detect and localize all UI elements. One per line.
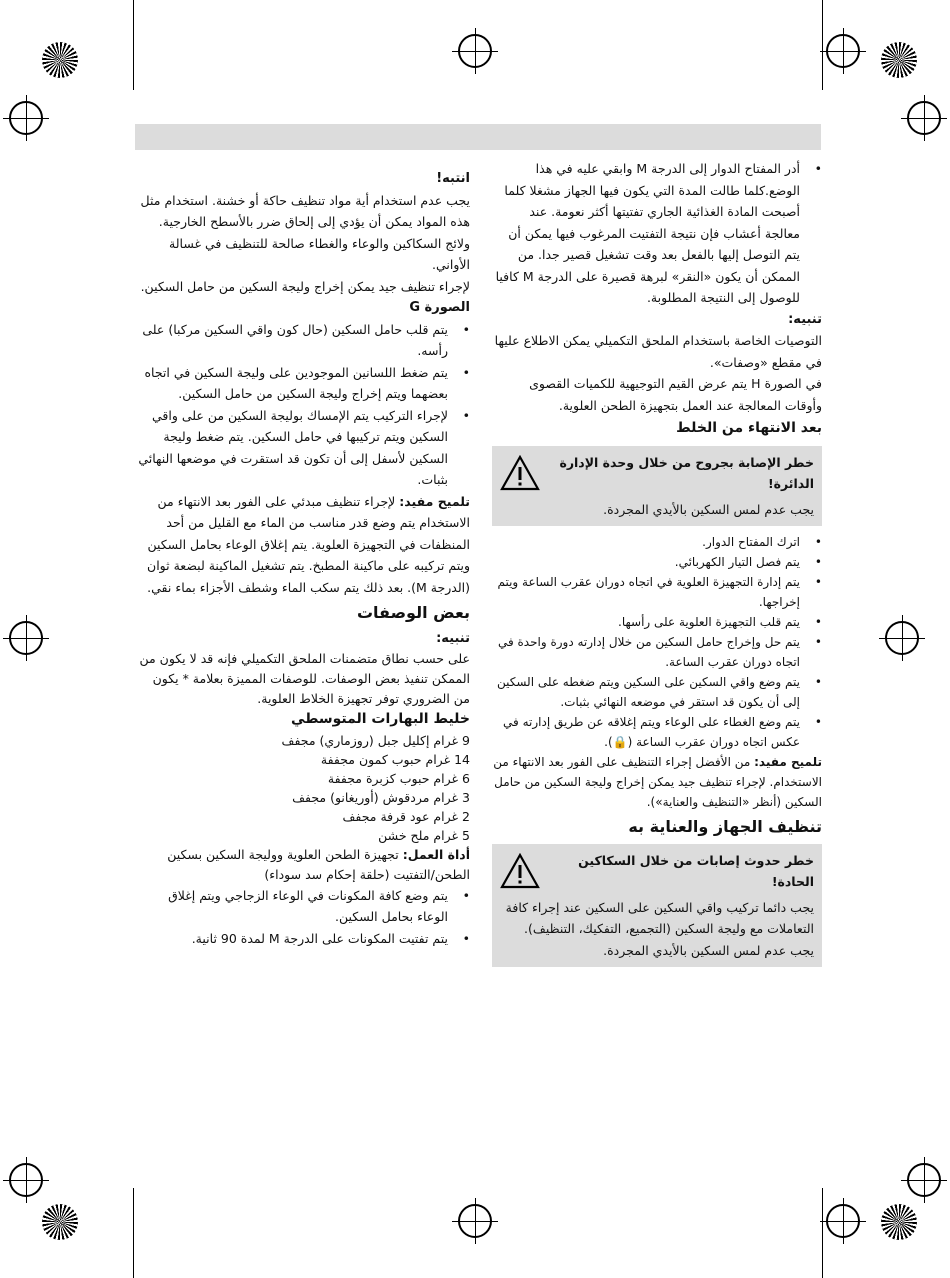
registration-mark-mid-left — [9, 621, 43, 655]
ingredient-item: 14 غرام حبوب كمون مجففة — [320, 751, 470, 767]
tip-text: من الأفضل إجراء التنظيف على الفور بعد الانتهاء من الاستخدام. لإجراء تنظيف جيد يمكن إخراج وليجة السكين من حامل السكين (أنظر «التنظيف والعناية»). — [493, 755, 822, 809]
step-item: • يتم إدارة التجهيزة العلوية في اتجاه دوران عقرب الساعة ويتم إخراجها. — [492, 572, 800, 612]
registration-burst-bottom-right — [881, 1204, 917, 1240]
attention-text-3: لإجراء تنظيف جيد يمكن إخراج وليجة السكين من حامل السكين. — [140, 278, 470, 294]
attention-text-2: ولائج السكاكين والوعاء والغطاء صالحة للتنظيف في غسالة الأواني. — [169, 235, 470, 272]
attention-text-1: يجب عدم استخدام أية مواد تنظيف حاكة أو خشنة. استخدام مثل هذه المواد يمكن أن يؤدي إلى إلحاق ضرر بالأسطح الخارجية. — [140, 192, 470, 229]
warning-text: يجب عدم لمس السكين بالأيدي المجردة. — [603, 501, 814, 517]
registration-mark-top-right-b — [907, 101, 941, 135]
warning-text-2: يجب عدم لمس السكين بالأيدي المجردة. — [603, 942, 814, 958]
crop-line-top-left — [133, 0, 134, 90]
final-steps — [135, 885, 470, 950]
registration-mark-top-center — [458, 34, 492, 68]
cleaning-heading: تنظيف الجهاز والعناية به — [628, 817, 822, 836]
figure-label: الصورة G — [409, 300, 470, 315]
registration-mark-bottom-center — [458, 1204, 492, 1238]
after-mix-heading: بعد الانتهاء من الخلط — [676, 420, 822, 436]
registration-mark-bottom-left — [9, 1163, 43, 1197]
step-item: • اترك المفتاح الدوار. — [492, 532, 800, 552]
note-text-1: التوصيات الخاصة باستخدام الملحق التكميلي يمكن الاطلاع عليها في مقطع «وصفات». — [494, 333, 822, 370]
warning-title: خطر الإصابة بجروح من خلال وحدة الإدارة الدائرة! — [559, 454, 814, 491]
final-step-item: • يتم وضع كافة المكونات في الوعاء الزجاجي ويتم إغلاق الوعاء بحامل السكين. — [135, 885, 448, 928]
tip-label: تلميح مفيد: — [399, 493, 470, 509]
registration-mark-top-left — [9, 101, 43, 135]
spice-mix-heading: خليط البهارات المتوسطي — [291, 711, 470, 727]
note-label: تنبيه: — [788, 311, 822, 327]
figure-steps — [135, 319, 470, 491]
left-column — [135, 168, 470, 949]
warning-triangle-icon — [500, 853, 540, 889]
ingredients-list — [135, 731, 470, 845]
step-item: • يتم حل وإخراج حامل السكين من خلال إدارته دورة واحدة في اتجاه دوران عقرب الساعة. — [492, 632, 800, 672]
crop-line-bottom-right — [822, 1188, 823, 1278]
warning-box-sharp-blades — [492, 844, 822, 968]
attention-label: انتبه! — [436, 171, 470, 186]
registration-mark-mid-right — [885, 621, 919, 655]
warning-box-rotating-drive — [492, 446, 822, 527]
figure-step-item: • لإجراء التركيب يتم الإمساك بوليجة السكين من على واقي السكين ويتم تركيبها في حامل السكين. يتم ضغط وليجة السكين لأسفل إلى أن تكون قد استقرت في موضعها النهائي بثبات. — [135, 405, 448, 491]
registration-burst-top-right — [881, 42, 917, 78]
registration-burst-bottom-left — [42, 1204, 78, 1240]
intro-list — [492, 158, 822, 309]
step-item: • يتم وضع واقي السكين على السكين ويتم ضغطه على السكين إلى أن يكون قد استقر في موضعه النهائي بثبات. — [492, 672, 800, 712]
step-item: • يتم فصل التيار الكهربائي. — [492, 552, 800, 572]
ingredient-item: 6 غرام حبوب كزبرة مجففة — [327, 770, 470, 786]
right-column — [492, 158, 822, 973]
tip-label: تلميح مفيد: — [754, 755, 822, 769]
tip-paragraph — [492, 752, 822, 812]
figure-step-item: • يتم ضغط اللسانين الموجودين على وليجة السكين في اتجاه بعضهما ويتم إخراج وليجة السكين من حامل السكين. — [135, 362, 448, 405]
tip-paragraph — [135, 491, 470, 599]
recipes-note-text: على حسب نطاق متضمنات الملحق التكميلي فإنه قد لا يكون من الممكن تنفيذ بعض الوصفات. للوصفات المميزة بعلامة * يكون من الضروري توفر تجهيزة الخلاط العلوية. — [139, 651, 470, 706]
crop-line-top-right — [822, 0, 823, 90]
registration-mark-bottom-right-a — [826, 1204, 860, 1238]
warning-text-1: يجب دائما تركيب واقي السكين على السكين عند إجراء كافة التعاملات مع وليجة السكين (التجميع، التفكيك، التنظيف). — [505, 899, 814, 936]
tool-paragraph — [135, 845, 470, 885]
intro-bullet: • أدر المفتاح الدوار إلى الدرجة M وابقي عليه في هذا الوضع.كلما طالت المدة التي يكون فيها الجهاز مشغلا كلما أصبحت المادة الغذائية الجاري تفتيتها أكثر نعومة. عند معالجة أعشاب فإن نتيجة التفتيت المرغوب فيها يمكن أن يتم التوصل إليها بالفعل بعد وقت تشغيل قصير جدا. من الممكن أن يكون «النقر» لبرهة قصيرة على الدرجة M كافيا للوصول إلى النتيجة المطلوبة. — [492, 158, 800, 309]
warning-title: خطر حدوث إصابات من خلال السكاكين الحادة! — [578, 852, 814, 889]
recipes-note-label: تنبيه: — [436, 630, 470, 646]
page-header-bar — [135, 124, 821, 150]
recipes-heading: بعض الوصفات — [356, 603, 470, 622]
crop-line-bottom-left — [133, 1188, 134, 1278]
step-item: • يتم وضع الغطاء على الوعاء ويتم إغلاقه عن طريق إدارته في عكس اتجاه دوران عقرب الساعة (🔒). — [492, 712, 800, 752]
registration-burst-top-left — [42, 42, 78, 78]
figure-step-item: • يتم قلب حامل السكين (حال كون واقي السكين مركبا) على رأسه. — [135, 319, 448, 362]
ingredient-item: 3 غرام مردقوش (أوريغانو) مجفف — [292, 789, 470, 805]
tool-label: أداة العمل: — [402, 846, 470, 862]
registration-mark-top-right-a — [826, 34, 860, 68]
after-mix-steps — [492, 532, 822, 752]
note-text-2: في الصورة H يتم عرض القيم التوجيهية للكميات القصوى وأوقات المعالجة عند العمل بتجهيزة الطحن العلوية. — [529, 376, 822, 413]
warning-triangle-icon — [500, 455, 540, 491]
step-item: • يتم قلب التجهيزة العلوية على رأسها. — [492, 612, 800, 632]
ingredient-item: 2 غرام عود قرفة مجفف — [342, 808, 470, 824]
tip-text: لإجراء تنظيف مبدئي على الفور بعد الانتهاء من الاستخدام يتم وضع قدر مناسب من الماء مع القليل من أحد المنظفات في التجهيزة العلوية. يتم إغلاق الوعاء بحامل السكين ويتم تركيبه على ماكينة المطبخ. يتم تشغيل الماكينة لبضعة ثوان (الدرجة M). بعد ذلك يتم سكب الماء وشطف الأجزاء بماء نقي. — [147, 493, 470, 595]
registration-mark-bottom-right-b — [907, 1163, 941, 1197]
ingredient-item: 9 غرام إكليل جبل (روزماري) مجفف — [281, 732, 470, 748]
final-step-item: • يتم تفتيت المكونات على الدرجة M لمدة 90 ثانية. — [135, 928, 448, 950]
tool-text: تجهيزة الطحن العلوية ووليجة السكين بسكين الطحن/التفتيت (حلقة إحكام سد سوداء) — [167, 846, 470, 882]
ingredient-item: 5 غرام ملح خشن — [378, 827, 470, 843]
